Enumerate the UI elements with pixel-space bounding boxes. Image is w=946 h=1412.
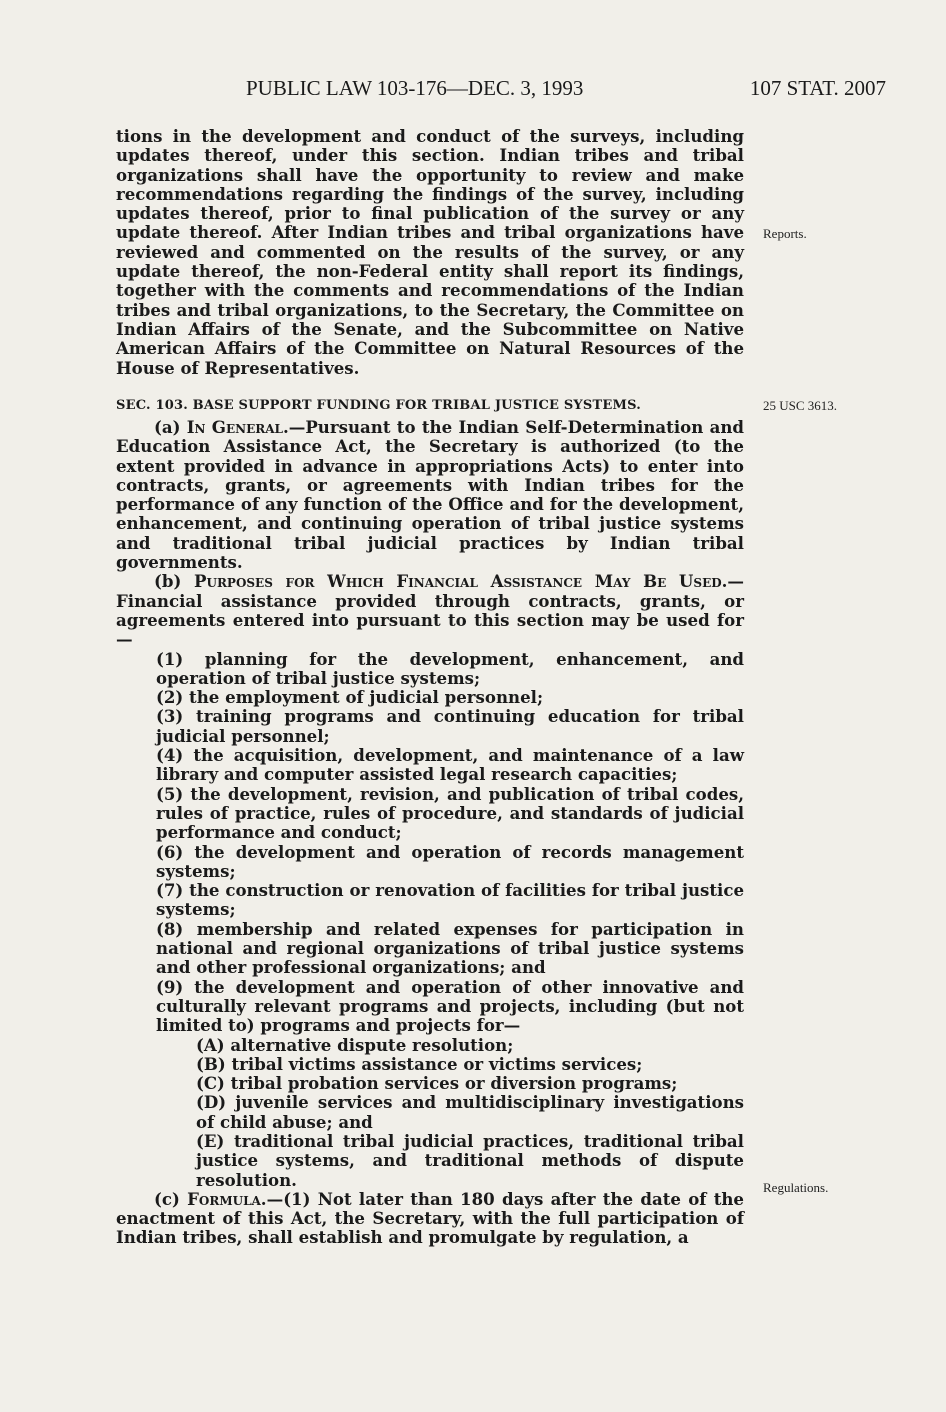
list-item: (6) the development and operation of records management systems;	[156, 841, 744, 881]
list-item: (5) the development, revision, and publication of tribal codes, rules of practice, rules of procedure, and standards of judicial performance and conduct;	[156, 783, 744, 843]
subsection-a-heading: In General.	[186, 417, 289, 437]
list-item: (1) planning for the development, enhancement, and operation of tribal justice systems;	[156, 648, 744, 688]
subsection-c-label: (c)	[154, 1188, 188, 1209]
margin-note-usc: 25 USC 3613.	[763, 398, 838, 413]
list-item: (8) membership and related expenses for participation in national and regional organizations of tribal justice systems and other professional organizations; and	[156, 918, 744, 978]
header-title: PUBLIC LAW 103-176—DEC. 3, 1993	[246, 76, 584, 100]
subsection-c-heading: Formula.	[187, 1188, 267, 1209]
subsection-c	[116, 1190, 744, 1248]
subsection-c-text: —(1) Not later than 180 days after the date of the enactment of this Act, the Secretary, with the full participation of Indian tribes, shall establish and promulgate by regulation, a	[116, 1188, 744, 1248]
subsection-a-label: (a)	[154, 417, 187, 437]
statute-page-number: 107 STAT. 2007	[749, 76, 886, 100]
continuation-text: tions in the development and conduct of the surveys, including updates thereof, under this section. Indian tribes and tribal organizations shall have the opportunity to review and make recommendations regarding the findings of the survey, including updates thereof, prior to final publication of the survey or any update thereof. After Indian tribes and tribal organizations have reviewed and commented on the results of the survey, or any update thereof, the non-Federal entity shall report its findings, together with the comments and recommendations of the Indian tribes and tribal organizations, to the Secretary, the Committee on Indian Affairs of the Senate, and the Subcommittee on Native American Affairs of the Committee on Natural Resources of the House of Representatives.	[116, 126, 744, 378]
sub-list-item: (C) tribal probation services or diversion programs;	[196, 1073, 678, 1094]
list-item: (7) the construction or renovation of facilities for tribal justice systems;	[156, 880, 744, 920]
sub-list-item: (A) alternative dispute resolution;	[196, 1034, 514, 1055]
margin-note-reports: Reports.	[763, 226, 807, 241]
subsection-a	[116, 418, 744, 572]
list-item: (3) training programs and continuing education for tribal judicial personnel;	[156, 706, 744, 746]
list-item: (2) the employment of judicial personnel;	[156, 687, 544, 708]
section-body	[116, 418, 744, 1248]
continuation-paragraph	[116, 127, 744, 378]
subsection-b	[116, 572, 744, 649]
margin-note-regulations: Regulations.	[763, 1180, 829, 1195]
sub-list-item: (D) juvenile services and multidisciplinary investigations of child abuse; and	[196, 1092, 744, 1132]
subsection-a-text: —Pursuant to the Indian Self-Determination and Education Assistance Act, the Secretary is authorized (to the extent provided in advance in appropriations Acts) to enter into contracts, grants, or agreements with Indian tribes for the performance of any function of the Office and for the development, enhancement, and continuing operation of tribal justice systems and traditional tribal judicial practices by Indian tribal governments.	[116, 417, 744, 573]
subsection-b-heading: Purposes for Which Financial Assistance May Be Used.	[194, 571, 728, 592]
list-item: (9) the development and operation of other innovative and culturally relevant programs and projects, including (but not limited to) programs and projects for—	[156, 976, 744, 1036]
sub-list-item: (E) traditional tribal judicial practices, traditional tribal justice systems, and traditional methods of dispute resolution.	[196, 1130, 744, 1190]
section-heading: SEC. 103. BASE SUPPORT FUNDING FOR TRIBAL JUSTICE SYSTEMS.	[116, 398, 641, 413]
list-item: (4) the acquisition, development, and maintenance of a law library and computer assisted legal research capacities;	[156, 745, 744, 785]
subsection-b-label: (b)	[154, 571, 194, 592]
subsection-b-text: —Financial assistance provided through contracts, grants, or agreements entered into pursuant to this section may be used for—	[116, 571, 744, 650]
sub-list-item: (B) tribal victims assistance or victims services;	[196, 1053, 643, 1074]
running-header	[246, 76, 886, 106]
